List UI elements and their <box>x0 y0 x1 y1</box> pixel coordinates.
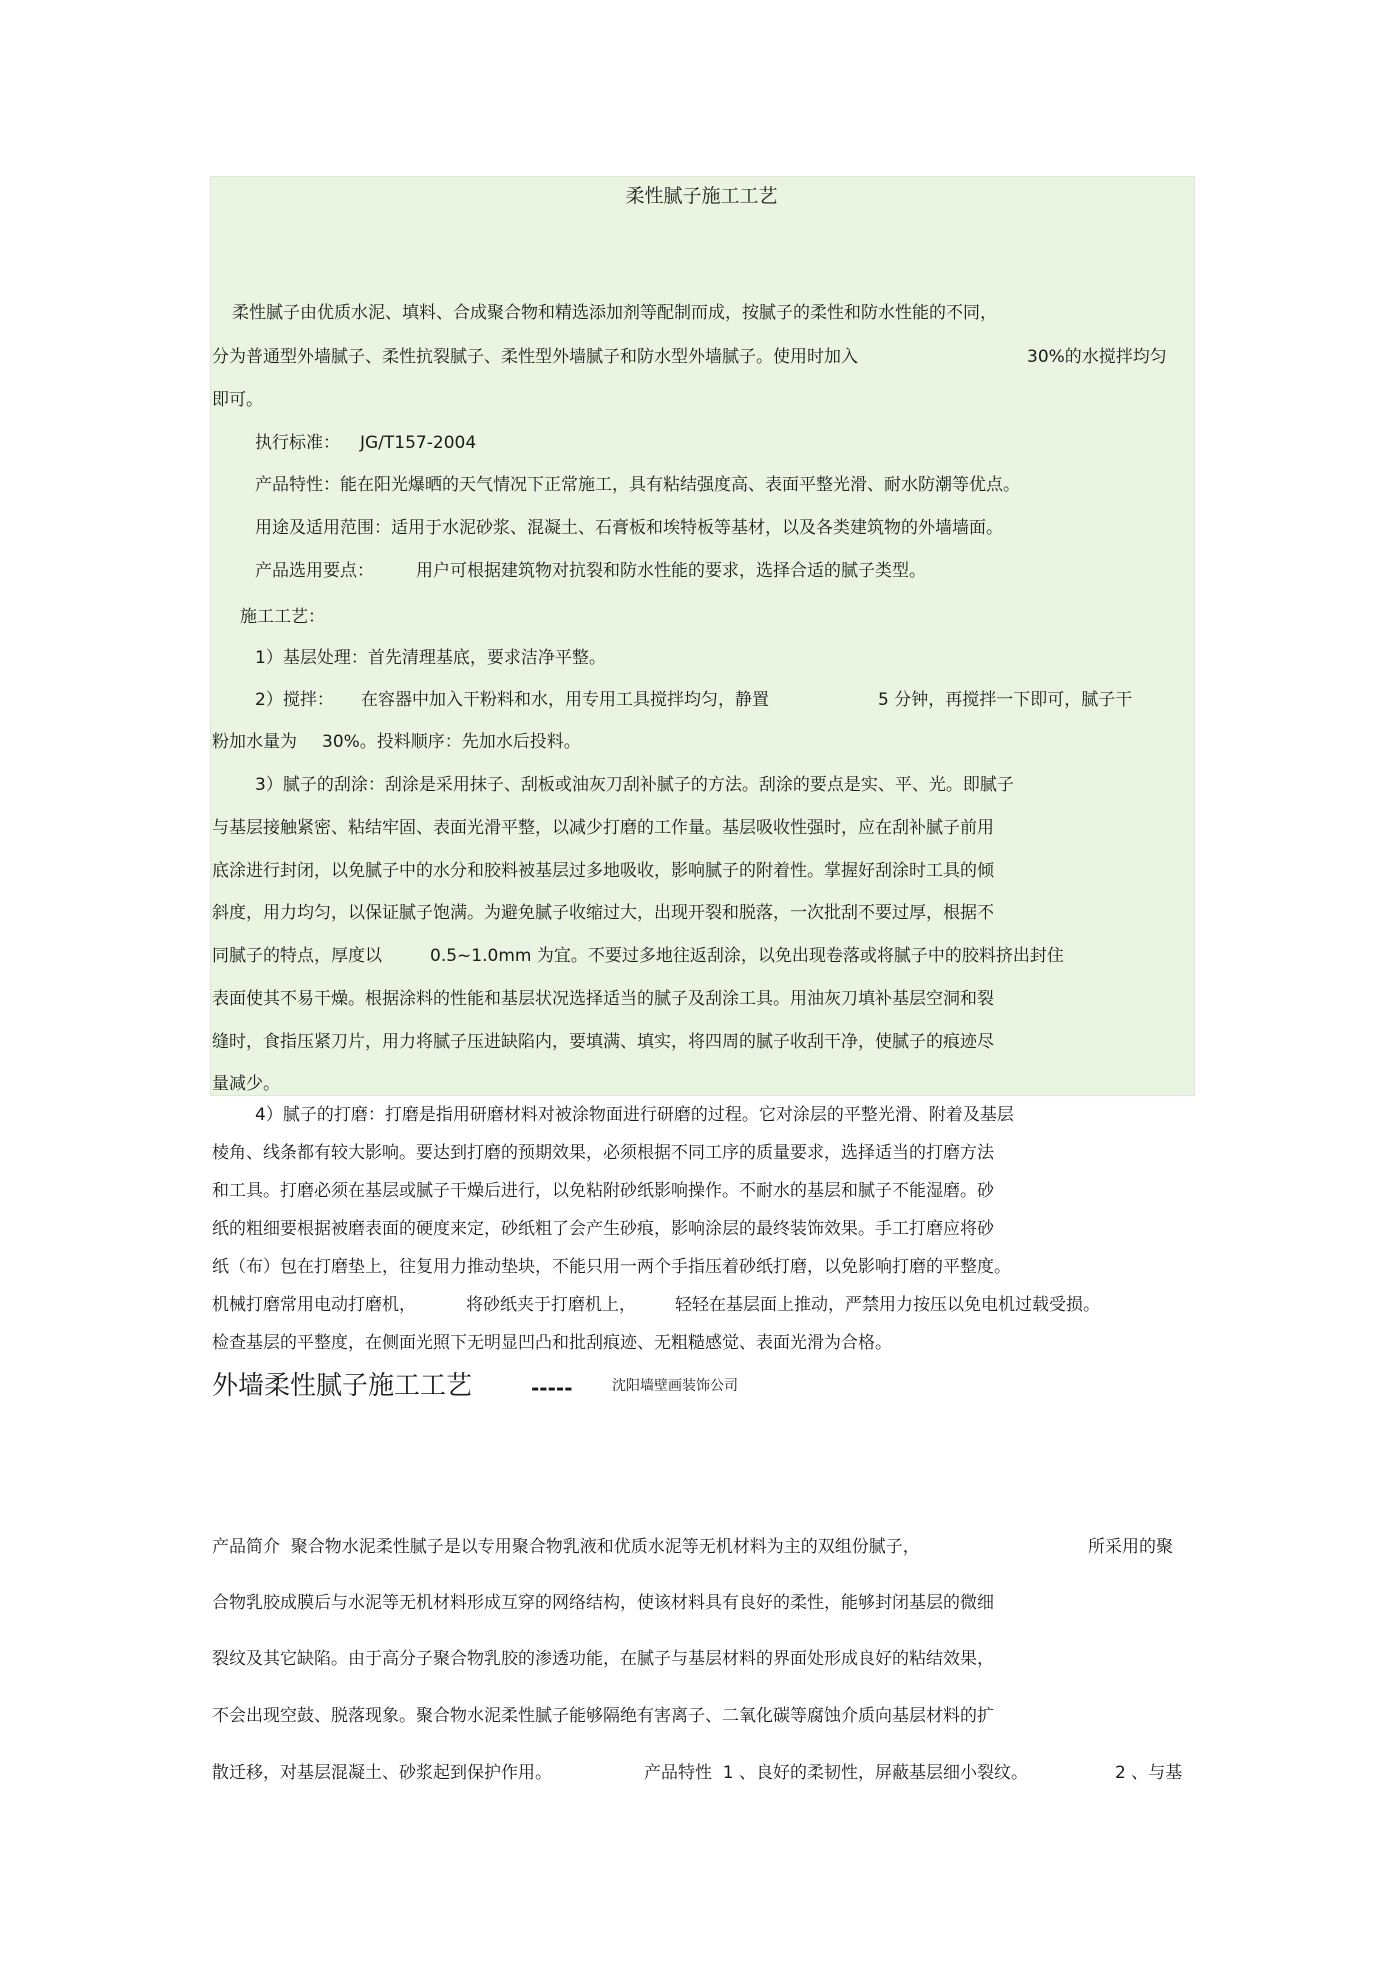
selection-label: 产品选用要点： <box>255 561 374 581</box>
section-2-line: 裂纹及其它缺陷。由于高分子聚合物乳胶的渗透功能，在腻子与基层材料的界面处形成良好的粘结效果， <box>212 1649 994 1669</box>
section-2-line: 不会出现空鼓、脱落现象。聚合物水泥柔性腻子能够隔绝有害离子、二氧化碳等腐蚀介质向基层材料的扩 <box>212 1706 994 1726</box>
section-2-line: 合物乳胶成膜后与水泥等无机材料形成互穿的网络结构，使该材料具有良好的柔性，能够封闭基层的微细 <box>212 1593 994 1613</box>
step-1: 1）基层处理：首先清理基底，要求洁净平整。 <box>255 648 606 668</box>
section-2-line: 2 、与基 <box>1115 1763 1183 1783</box>
standard-label: 执行标准： <box>255 433 340 453</box>
step-4-line: 机械打磨常用电动打磨机， <box>212 1295 416 1315</box>
step-4-line: 将砂纸夹于打磨机上， <box>466 1295 636 1315</box>
section-2-line: 产品特性 1 、良好的柔韧性，屏蔽基层细小裂纹。 <box>644 1763 1029 1783</box>
section-2-line: 所采用的聚 <box>1088 1537 1173 1557</box>
intro-line: 30%的水搅拌均匀 <box>1027 347 1167 367</box>
selection-value: 用户可根据建筑物对抗裂和防水性能的要求，选择合适的腻子类型。 <box>416 561 926 581</box>
step-4-line: 纸（布）包在打磨垫上，往复用力推动垫块，不能只用一两个手指压着砂纸打磨，以免影响打磨的平整度。 <box>212 1257 1011 1277</box>
step-4-line: 纸的粗细要根据被磨表面的硬度来定，砂纸粗了会产生砂痕，影响涂层的最终装饰效果。手工打磨应将砂 <box>212 1219 994 1239</box>
step-3-line: 底涂进行封闭，以免腻子中的水分和胶料被基层过多地吸收，影响腻子的附着性。掌握好刮涂时工具的倾 <box>212 861 994 881</box>
step-2-text: 粉加水量为 <box>212 732 297 752</box>
scope-line: 用途及适用范围：适用于水泥砂浆、混凝土、石膏板和埃特板等基材，以及各类建筑物的外墙墙面。 <box>255 518 1003 538</box>
step-3-line: 3）腻子的刮涂：刮涂是采用抹子、刮板或油灰刀刮补腻子的方法。刮涂的要点是实、平、光。即腻子 <box>255 775 1014 795</box>
step-3-line: 与基层接触紧密、粘结牢固、表面光滑平整，以减少打磨的工作量。基层吸收性强时，应在刮补腻子前用 <box>212 818 994 838</box>
step-3-line: 斜度，用力均匀，以保证腻子饱满。为避免腻子收缩过大，出现开裂和脱落，一次批刮不要过厚，根据不 <box>212 903 994 923</box>
intro-line: 柔性腻子由优质水泥、填料、合成聚合物和精选添加剂等配制而成，按腻子的柔性和防水性能的不同， <box>232 303 997 323</box>
step-2-text: 在容器中加入干粉料和水，用专用工具搅拌均匀，静置 <box>361 690 769 710</box>
intro-line: 即可。 <box>212 390 263 410</box>
step-3-line: 量减少。 <box>212 1074 280 1094</box>
section-2-line: 散迁移，对基层混凝土、砂浆起到保护作用。 <box>212 1763 552 1783</box>
step-2-text: 5 分钟，再搅拌一下即可，腻子干 <box>878 690 1133 710</box>
step-4-line: 检查基层的平整度，在侧面光照下无明显凹凸和批刮痕迹、无粗糙感觉、表面光滑为合格。 <box>212 1333 892 1353</box>
company-name: 沈阳墙壁画装饰公司 <box>612 1378 738 1394</box>
features-line: 产品特性：能在阳光爆晒的天气情况下正常施工，具有粘结强度高、表面平整光滑、耐水防潮等优点。 <box>255 475 1020 495</box>
step-3-line: 缝时，食指压紧刀片，用力将腻子压进缺陷内，要填满、填实，将四周的腻子收刮干净，使腻子的痕迹尽 <box>212 1032 994 1052</box>
step-4-line: 和工具。打磨必须在基层或腻子干燥后进行，以免粘附砂纸影响操作。不耐水的基层和腻子不能湿磨。砂 <box>212 1181 994 1201</box>
step-3-line: 表面使其不易干燥。根据涂料的性能和基层状况选择适当的腻子及刮涂工具。用油灰刀填补基层空洞和裂 <box>212 989 994 1009</box>
step-3-line: 0.5~1.0mm 为宜。不要过多地往返刮涂，以免出现卷落或将腻子中的胶料挤出封住 <box>430 946 1064 966</box>
step-4-line: 轻轻在基层面上推动，严禁用力按压以免电机过载受损。 <box>675 1295 1100 1315</box>
standard-value: JG/T157-2004 <box>360 433 477 453</box>
process-heading: 施工工艺： <box>240 607 325 627</box>
step-3-line: 同腻子的特点，厚度以 <box>212 946 382 966</box>
step-4-line: 4）腻子的打磨：打磨是指用研磨材料对被涂物面进行研磨的过程。它对涂层的平整光滑、附着及基层 <box>255 1105 1014 1125</box>
step-2-label: 2）搅拌： <box>255 690 334 710</box>
step-4-line: 棱角、线条都有较大影响。要达到打磨的预期效果，必须根据不同工序的质量要求，选择适当的打磨方法 <box>212 1143 994 1163</box>
section-2-title: 外墙柔性腻子施工工艺 <box>212 1371 473 1401</box>
section-2-line: 产品简介 聚合物水泥柔性腻子是以专用聚合物乳液和优质水泥等无机材料为主的双组份腻子， <box>212 1537 920 1557</box>
title-dash: ----- <box>531 1376 573 1400</box>
step-2-text: 30%。投料顺序：先加水后投料。 <box>322 732 581 752</box>
document-title: 柔性腻子施工工艺 <box>625 185 778 207</box>
intro-line: 分为普通型外墙腻子、柔性抗裂腻子、柔性型外墙腻子和防水型外墙腻子。使用时加入 <box>212 347 858 367</box>
